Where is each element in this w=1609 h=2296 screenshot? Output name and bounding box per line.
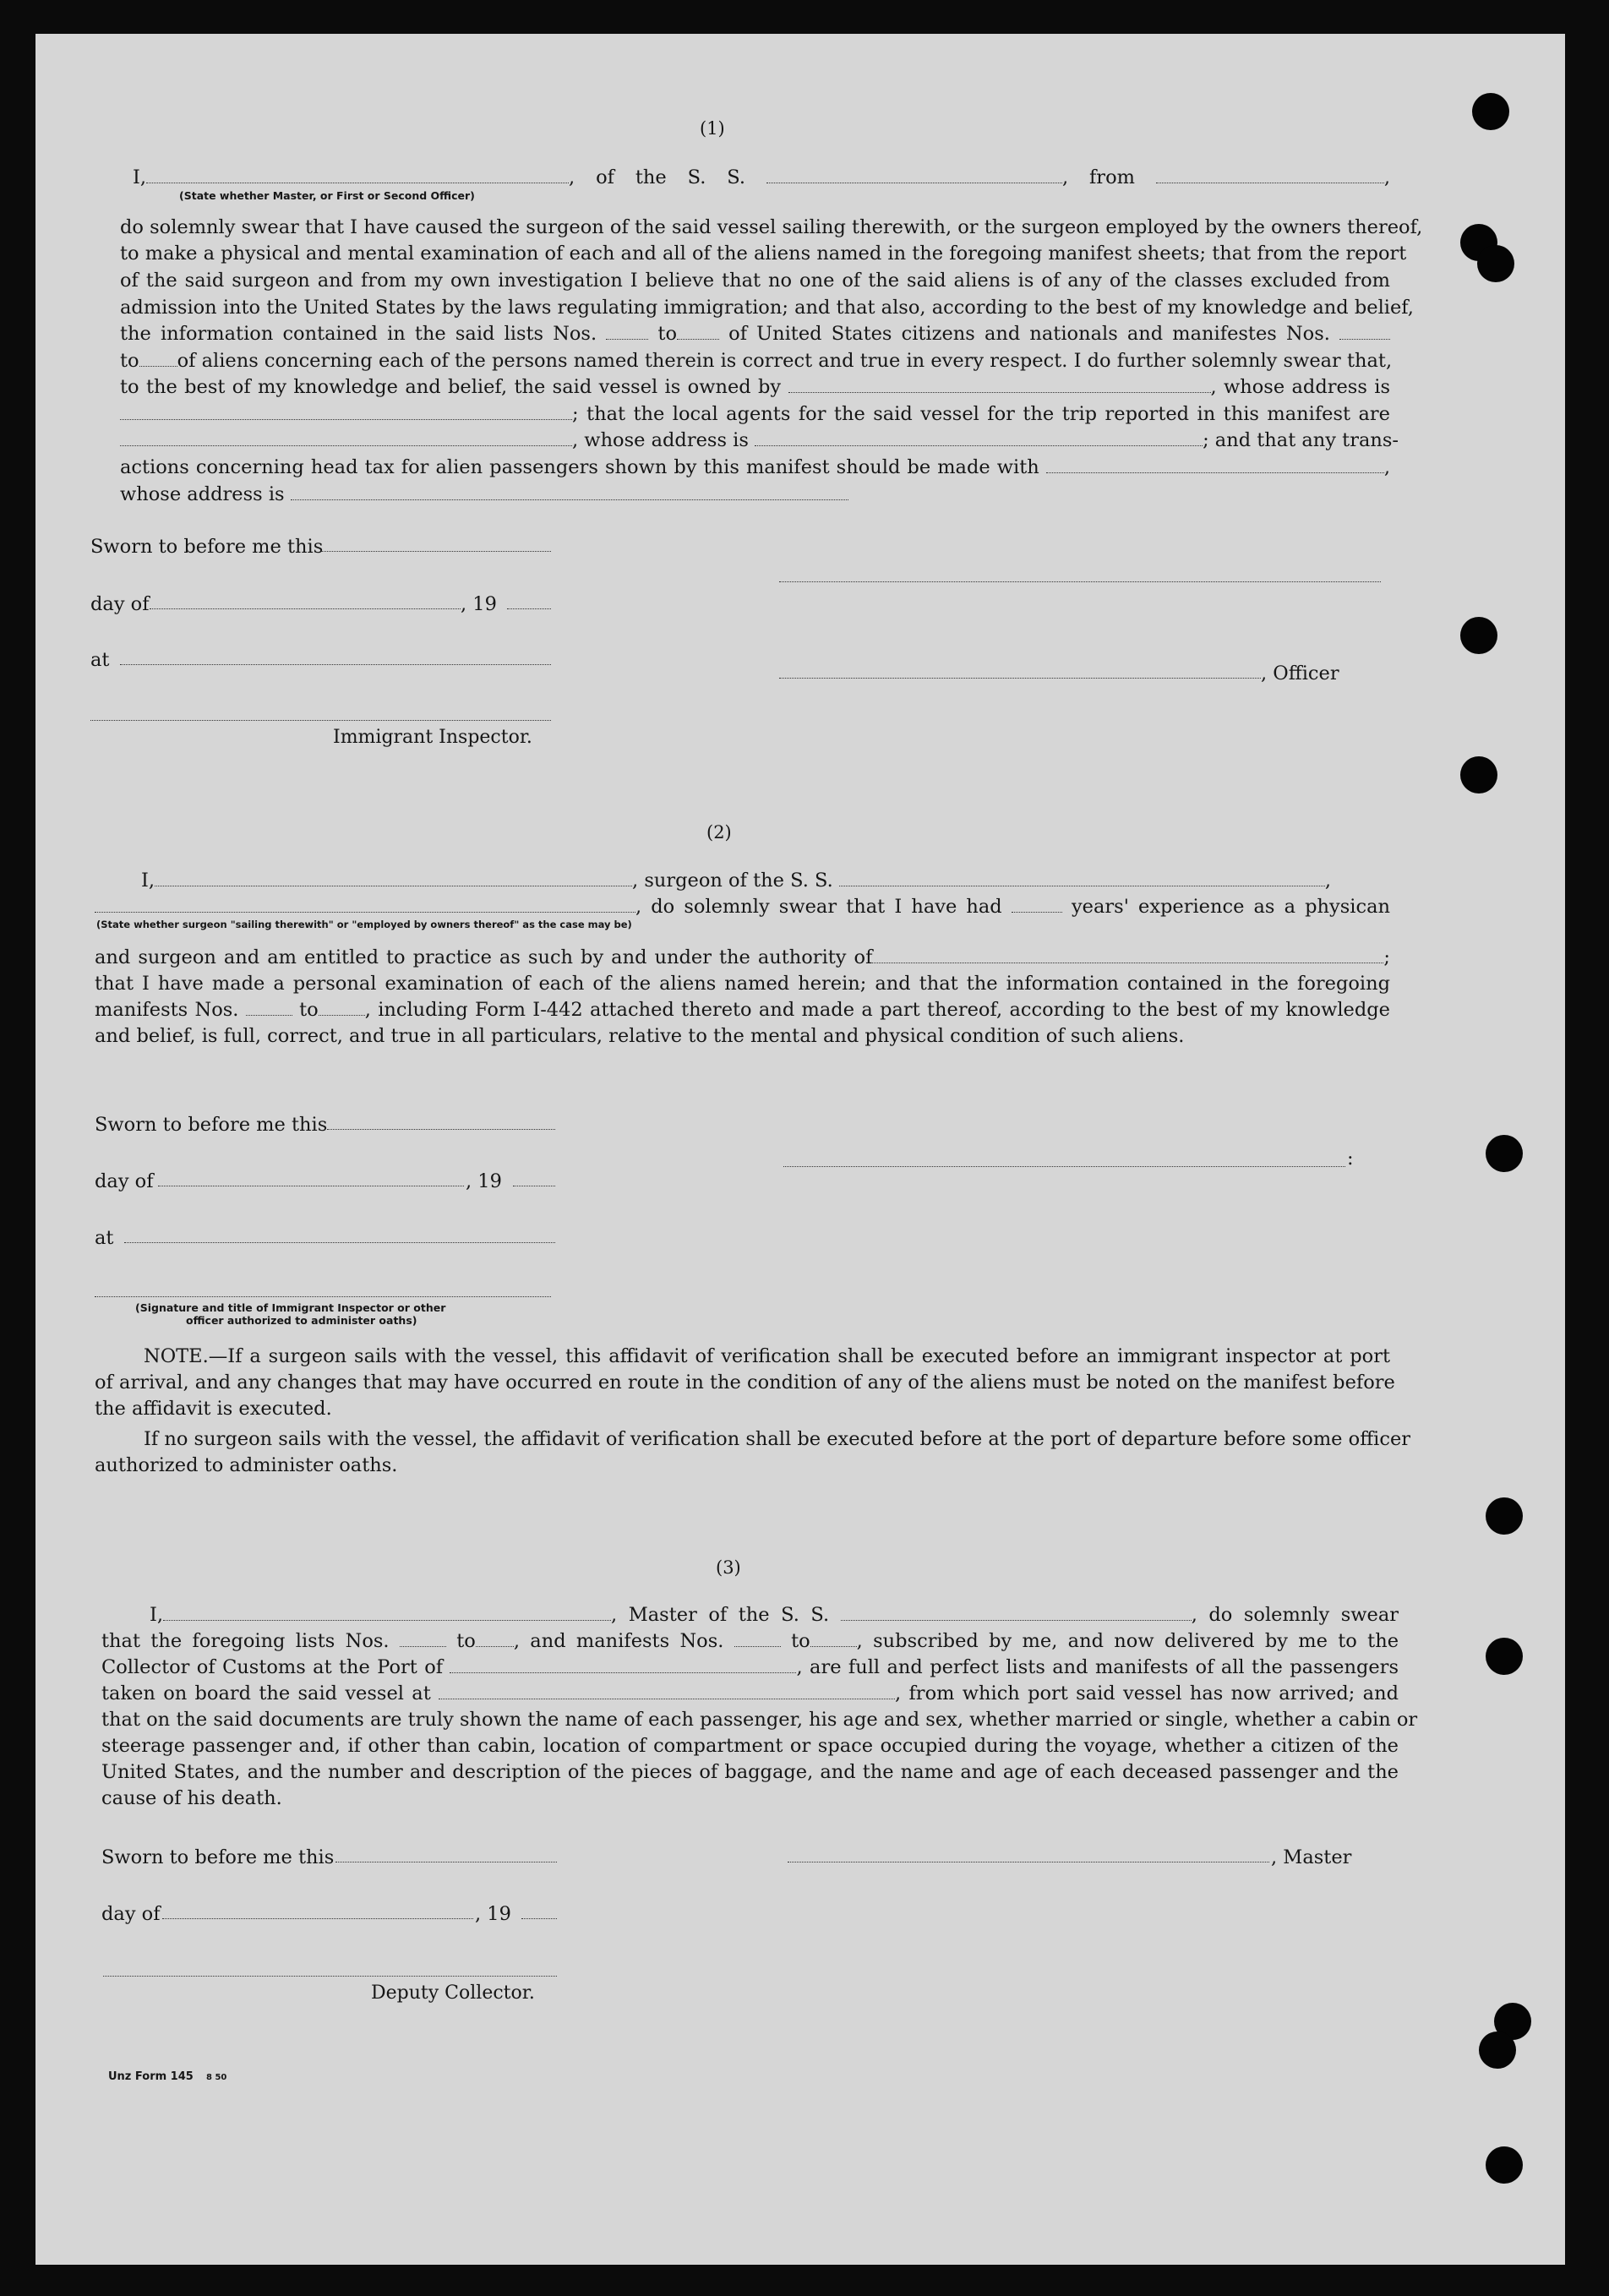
text: ; [1383, 946, 1390, 968]
section-2-para-line: that I have made a personal examination of each of the aliens named herein; and that the information contained in the foregoing [95, 973, 1390, 995]
manifests-no-from-field[interactable] [246, 998, 292, 1016]
at-place-field[interactable] [124, 1242, 555, 1243]
text: of United States citizens and nationals and manifestes Nos. [728, 323, 1330, 345]
day-of-label: day of [95, 1170, 154, 1192]
punch-hole [1486, 1497, 1523, 1535]
deputy-collector-caption: Deputy Collector. [371, 1982, 535, 2004]
text: manifests Nos. [95, 999, 239, 1021]
owner-address-field[interactable] [120, 402, 572, 420]
lists-no-to-field[interactable] [476, 1629, 514, 1647]
lists-no-from-field[interactable] [400, 1629, 446, 1647]
punch-hole [1460, 617, 1497, 654]
punch-hole [1472, 93, 1509, 130]
manifests-no-to-field[interactable] [319, 998, 365, 1016]
section-1-para-line [120, 374, 1390, 401]
local-agents-field[interactable] [120, 428, 572, 446]
section-2-number: (2) [706, 822, 732, 843]
text: I, [141, 870, 155, 892]
i-label: I, [133, 166, 147, 188]
owner-field[interactable] [788, 375, 1211, 393]
section-1-para-line [120, 428, 1399, 455]
text: , do solemnly swear that I have had [635, 896, 1002, 918]
sworn-day-field[interactable] [321, 551, 551, 552]
text: years' experience as a physican [1071, 896, 1390, 918]
note-line: If no surgeon sails with the vessel, the affidavit of verification shall be executed before at the port of departure before some officer [144, 1428, 1411, 1450]
authority-field[interactable] [872, 946, 1383, 963]
sworn-label: Sworn to before me this [90, 536, 324, 558]
year-label: , 19 [461, 593, 497, 615]
punch-hole [1460, 756, 1497, 794]
year-field[interactable] [521, 1918, 557, 1919]
text: , surgeon of the S. S. [632, 870, 833, 892]
text: to the best of my knowledge and belief, the said vessel is owned by [120, 376, 782, 398]
text: , Master of the S. S. [611, 1604, 830, 1626]
section-1-para-line [120, 401, 1390, 428]
section-3-para-line: that on the said documents are truly shown the name of each passenger, his age and sex, whether married or single, whether a cabin or [101, 1709, 1418, 1731]
text: , including Form I-442 attached thereto and made a part thereof, according to the best of my knowledge [364, 999, 1390, 1021]
section-2-para-line [95, 997, 1390, 1024]
text: actions concerning head tax for alien passengers shown by this manifest should be made with [120, 456, 1039, 478]
year-field[interactable] [507, 608, 551, 609]
text: , subscribed by me, and now delivered by me to the [856, 1630, 1399, 1652]
section-1-para-line [120, 482, 1390, 509]
section-3-para-line [101, 1655, 1399, 1682]
manifests-no-to-field[interactable] [810, 1629, 857, 1647]
manifests-no-from-field[interactable] [734, 1629, 781, 1647]
text: to [456, 1630, 476, 1652]
surgeon-instruction: (State whether surgeon "sailing therewith" or "employed by owners thereof" as the case may be) [96, 919, 632, 930]
text: ; and that any trans- [1203, 429, 1399, 451]
text: the information contained in the said lists Nos. [120, 323, 597, 345]
sworn-label: Sworn to before me this [95, 1114, 328, 1136]
surgeon-name-field[interactable] [155, 869, 632, 886]
month-field[interactable] [162, 1918, 473, 1919]
section-1-line-1 [133, 165, 1390, 192]
text: Collector of Customs at the Port of [101, 1656, 444, 1678]
section-3-para-line: cause of his death. [101, 1787, 282, 1809]
text: to [657, 323, 678, 345]
section-1-number: (1) [700, 118, 725, 139]
inspector-signature-field[interactable] [95, 1296, 551, 1297]
at-label: at [90, 649, 110, 671]
sworn-day-field[interactable] [327, 1129, 555, 1130]
note-line: NOTE.—If a surgeon sails with the vessel, this affidavit of verification shall be executed before an immigrant inspector at port [144, 1345, 1390, 1367]
section-2-para-line [95, 945, 1390, 972]
text: , are full and perfect lists and manifests of all the passengers [796, 1656, 1399, 1678]
officer-title-field[interactable] [779, 678, 1261, 679]
year-label: , 19 [475, 1903, 511, 1925]
day-of-label: day of [90, 593, 150, 615]
section-3-para-line: United States, and the number and description of the pieces of baggage, and the name and age of each deceased passenger and the [101, 1761, 1399, 1783]
manifests-no-field[interactable] [1339, 322, 1390, 340]
vessel-name-field[interactable] [766, 166, 1062, 183]
section-1-para-line [120, 348, 1393, 375]
comma: , [1383, 166, 1391, 188]
text: , [1324, 870, 1332, 892]
text: taken on board the said vessel at [101, 1682, 431, 1704]
master-vessel-field[interactable] [841, 1603, 1192, 1621]
text: to [299, 999, 319, 1021]
surgeon-vessel-field[interactable] [839, 869, 1325, 886]
punch-hole [1486, 1135, 1523, 1172]
punch-hole [1486, 2146, 1523, 2184]
text: , whose address is [572, 429, 749, 451]
officer-instruction: (State whether Master, or First or Second Officer) [179, 189, 475, 202]
from-label: , from [1061, 166, 1135, 188]
day-of-label: day of [101, 1903, 161, 1925]
form-number: Unz Form 145 [108, 2070, 194, 2083]
note-line: of arrival, and any changes that may have occurred en route in the condition of any of the aliens must be noted on the manifest before [95, 1372, 1395, 1393]
section-1-para-line: admission into the United States by the laws regulating immigration; and that also, according to the best of my knowledge and belief, [120, 297, 1414, 319]
officer-label: , Officer [1261, 663, 1339, 684]
from-port-field[interactable] [1156, 166, 1384, 183]
section-3-line-1 [150, 1602, 1399, 1629]
punch-hole [1479, 2031, 1516, 2069]
officer-signature-field[interactable] [779, 581, 1381, 582]
agents-address-field[interactable] [755, 428, 1203, 446]
text: , from which port said vessel has now arrived; and [895, 1682, 1399, 1704]
month-field[interactable] [150, 608, 461, 609]
signature-field[interactable] [783, 1166, 1345, 1167]
manifests-no-to-field[interactable] [139, 349, 177, 367]
section-1-para-line: do solemnly swear that I have caused the surgeon of the said vessel sailing therewith, or the surgeon employed by the owners thereof, [120, 216, 1423, 238]
punch-hole [1486, 1638, 1523, 1675]
text: , whose address is [1210, 376, 1390, 398]
at-place-field[interactable] [120, 664, 551, 665]
signature-instruction-2: officer authorized to administer oaths) [186, 1314, 417, 1327]
boarding-port-field[interactable] [439, 1682, 895, 1699]
inspector-signature-field[interactable] [90, 720, 551, 721]
port-of-field[interactable] [450, 1655, 796, 1673]
sworn-label: Sworn to before me this [101, 1846, 335, 1868]
lists-no-from-field[interactable] [606, 322, 648, 340]
note-line: authorized to administer oaths. [95, 1454, 398, 1476]
text: whose address is [120, 483, 285, 505]
section-3-number: (3) [716, 1557, 741, 1578]
year-label: , 19 [466, 1170, 502, 1192]
officer-name-field[interactable] [146, 166, 569, 183]
text: of aliens concerning each of the persons named therein is correct and true in every respect. I do further solemnly swear that, [177, 350, 1393, 372]
section-3-para-line: steerage passenger and, if other than cabin, location of compartment or space occupied during the voyage, whether a citizen of the [101, 1735, 1399, 1757]
at-label: at [95, 1227, 114, 1249]
section-2-para-line: and belief, is full, correct, and true in all particulars, relative to the mental and physical condition of such aliens. [95, 1025, 1185, 1047]
section-1-para-line [120, 321, 1390, 348]
section-3-para-line [101, 1681, 1399, 1708]
text: that the foregoing lists Nos. [101, 1630, 390, 1652]
of-ss-label: , of the S. S. [569, 166, 746, 188]
text: I, [150, 1604, 164, 1626]
text: , and manifests Nos. [513, 1630, 724, 1652]
master-label: , Master [1271, 1846, 1352, 1868]
form-print-code: 8 50 [206, 2073, 227, 2082]
surgeon-status-field[interactable] [95, 895, 635, 913]
signature-instruction-1: (Signature and title of Immigrant Inspector or other [135, 1301, 446, 1314]
colon: : [1347, 1148, 1354, 1170]
section-1-para-line: to make a physical and mental examination of each and all of the aliens named in the foregoing manifest sheets; that from the report [120, 243, 1407, 265]
text: and surgeon and am entitled to practice as such by and under the authority of [95, 946, 873, 968]
text: , do solemnly swear [1191, 1604, 1399, 1626]
immigrant-inspector-caption: Immigrant Inspector. [333, 727, 532, 748]
text: to [791, 1630, 810, 1652]
years-experience-field[interactable] [1012, 895, 1062, 913]
collector-signature-field[interactable] [103, 1976, 557, 1977]
lists-no-to-field[interactable] [677, 322, 719, 340]
head-tax-field[interactable] [1046, 455, 1384, 473]
head-tax-address-field[interactable] [291, 483, 848, 500]
text: , [1383, 456, 1390, 478]
section-1-para-line [120, 455, 1390, 482]
form-sheet [35, 34, 1565, 2265]
master-name-field[interactable] [163, 1603, 611, 1621]
section-1-para-line: of the said surgeon and from my own investigation I believe that no one of the said aliens is of any of the classes excluded from [120, 270, 1390, 292]
text: to [120, 350, 139, 372]
section-3-para-line [101, 1628, 1399, 1655]
text: ; that the local agents for the said vessel for the trip reported in this manifest are [572, 403, 1390, 425]
note-line: the affidavit is executed. [95, 1398, 332, 1420]
punch-hole [1477, 245, 1514, 282]
section-2-line-1 [141, 868, 1390, 895]
section-2-line-2 [95, 894, 1390, 921]
